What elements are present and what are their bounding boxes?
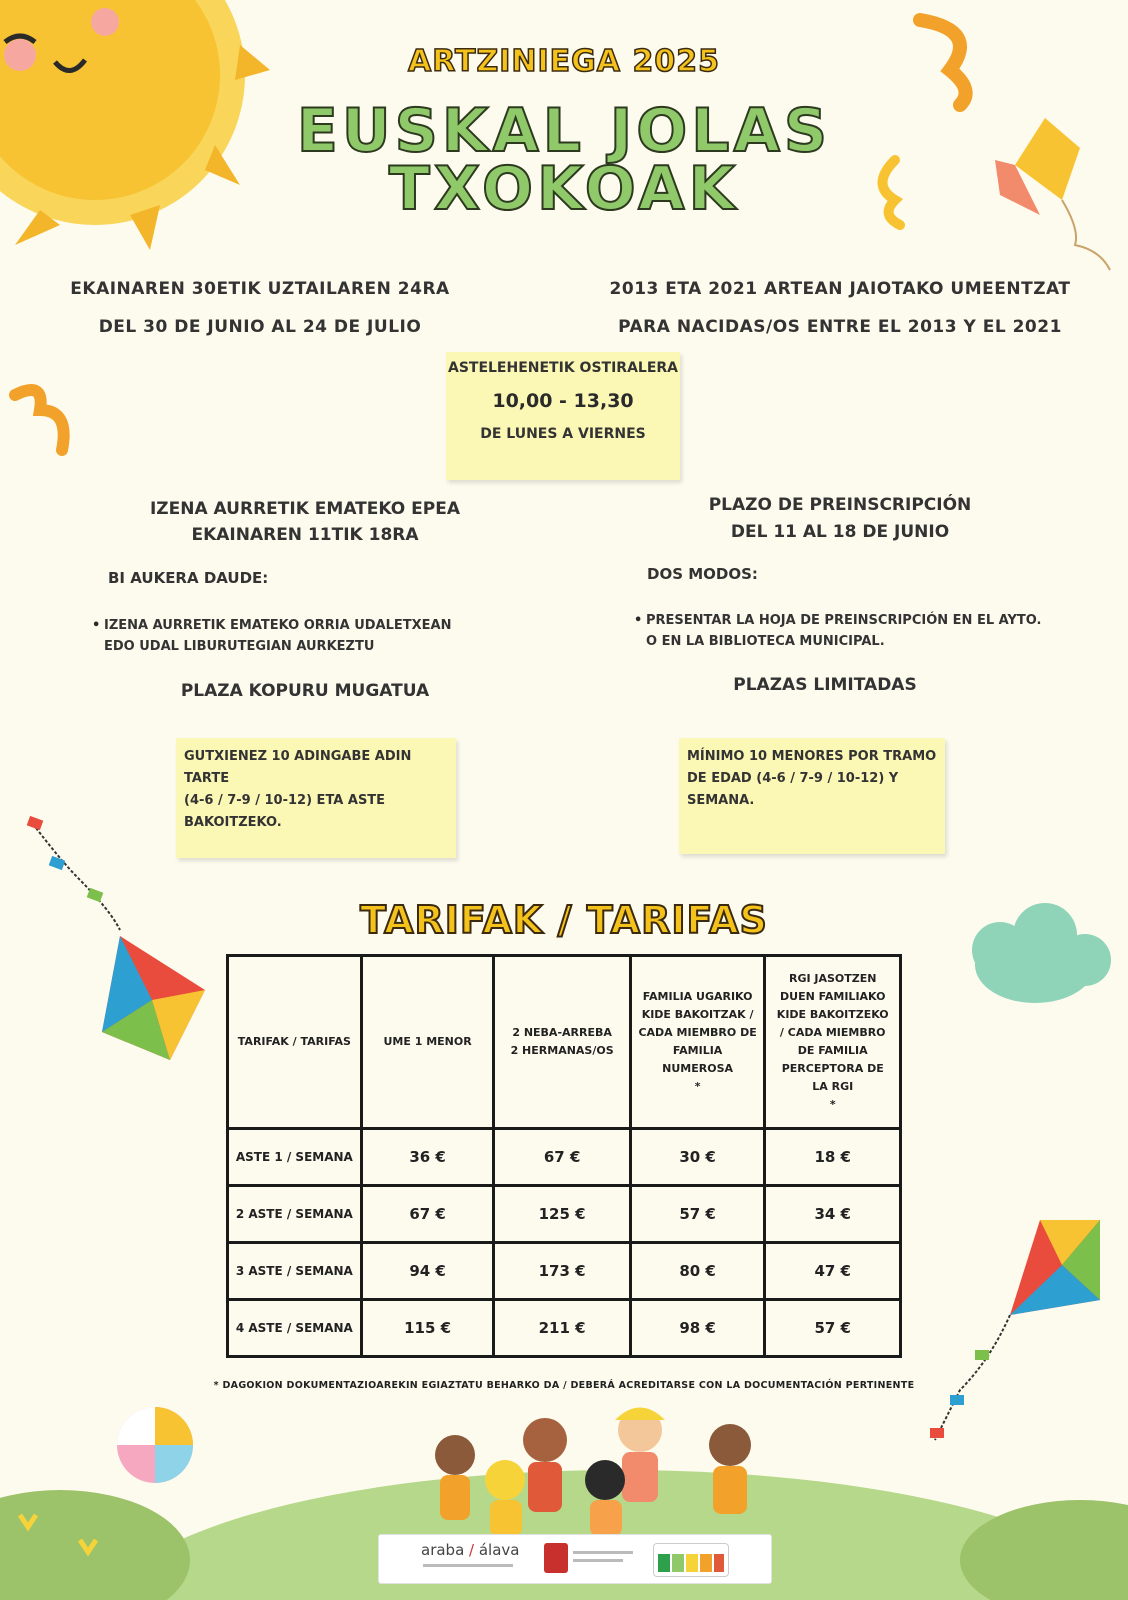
price-cell: 173 € <box>494 1243 630 1300</box>
header-rgi-l4: / CADA MIEMBRO <box>779 1026 886 1039</box>
header-siblings <box>494 956 630 1129</box>
price-cell: 211 € <box>494 1300 630 1357</box>
header-tarifs: TARIFAK / TARIFAS <box>228 956 362 1129</box>
header-rgi-l3: KIDE BAKOITZEKO <box>776 1008 889 1021</box>
header-siblings-l1: 2 NEBA-ARREBA <box>512 1026 612 1039</box>
prereg-es-bullet-1: PRESENTAR LA HOJA DE PREINSCRIPCIÓN EN EL AYTO. <box>646 613 1042 628</box>
prereg-eu-bullet-2: EDO UDAL LIBURUTEGIAN AURKEZTU <box>104 639 375 654</box>
header-rgi-l8: * <box>829 1098 836 1111</box>
header-rgi-l2: DUEN FAMILIAKO <box>780 990 886 1003</box>
price-cell: 18 € <box>765 1129 901 1186</box>
prereg-es-title-1: PLAZO DE PREINSCRIPCIÓN <box>708 495 972 515</box>
minimum-note-eu <box>176 738 456 858</box>
coat-of-arms-icon <box>544 1543 568 1573</box>
price-cell: 67 € <box>494 1129 630 1186</box>
price-cell: 125 € <box>494 1186 630 1243</box>
tarifs-table <box>226 954 902 1358</box>
minimum-eu-line-3: BAKOITZEKO. <box>184 815 282 830</box>
logo-subtitle-bar <box>423 1564 513 1567</box>
header-rgi-l6: PERCEPTORA DE <box>781 1062 884 1075</box>
minimum-es-line-1: MÍNIMO 10 MENORES POR TRAMO <box>687 749 937 764</box>
kite-icon <box>930 1220 1100 1440</box>
label-bar-icon <box>672 1554 684 1572</box>
header-large-family-l4: FAMILIA <box>672 1044 723 1057</box>
header-large-family-l5: NUMEROSA <box>662 1062 734 1075</box>
prereg-es-title-2: DEL 11 AL 18 DE JUNIO <box>730 522 950 542</box>
page-title-line2: TXOKOAK <box>388 154 740 224</box>
header-rgi-l7: LA RGI <box>812 1080 854 1093</box>
beach-ball-icon <box>117 1407 193 1483</box>
header-large-family-l6: * <box>694 1080 701 1093</box>
logo-subtitle-bar <box>573 1559 623 1562</box>
ages-eu: 2013 ETA 2021 ARTEAN JAIOTAKO UMEENTZAT <box>609 279 1071 299</box>
logo-subtitle-bar <box>573 1551 633 1554</box>
price-cell: 57 € <box>765 1300 901 1357</box>
schedule-days-eu: ASTELEHENETIK OSTIRALERA <box>447 360 678 376</box>
prereg-es-modes: DOS MODOS: <box>647 565 758 583</box>
schedule-note <box>446 352 680 480</box>
euskara-label-icon <box>653 1543 729 1577</box>
araba-logo: araba / álava <box>421 1541 520 1559</box>
minimum-eu-line-1: GUTXIENEZ 10 ADINGABE ADIN TARTE <box>184 749 412 786</box>
minimum-es-line-3: SEMANA. <box>687 793 755 808</box>
price-cell: 115 € <box>361 1300 494 1357</box>
header-large-family-l2: KIDE BAKOITZAK / <box>641 1008 754 1021</box>
label-bar-icon <box>686 1554 698 1572</box>
price-cell: 98 € <box>630 1300 765 1357</box>
dates-eu: EKAINAREN 30ETIK UZTAILAREN 24RA <box>70 279 450 299</box>
row-label: 4 ASTE / SEMANA <box>228 1300 362 1357</box>
label-bar-icon <box>700 1554 712 1572</box>
footnote: * DAGOKION DOKUMENTAZIOAREKIN EGIAZTATU BEHARKO DA / DEBERÁ ACREDITARSE CON LA DOCUMENTACIÓN PERTINENTE <box>213 1380 915 1391</box>
ages-es: PARA NACIDAS/OS ENTRE EL 2013 Y EL 2021 <box>618 317 1062 337</box>
minimum-es-line-2: DE EDAD (4-6 / 7-9 / 10-12) Y <box>687 771 899 786</box>
label-bar-icon <box>714 1554 724 1572</box>
sponsor-logos <box>378 1534 772 1584</box>
price-cell: 36 € <box>361 1129 494 1186</box>
price-cell: 30 € <box>630 1129 765 1186</box>
dates-es: DEL 30 DE JUNIO AL 24 DE JULIO <box>98 317 422 337</box>
header-rgi <box>765 956 901 1129</box>
araba-logo-text: araba <box>421 1541 465 1559</box>
tarifs-title: TARIFAK / TARIFAS <box>360 898 768 942</box>
prereg-eu-title-1: IZENA AURRETIK EMATEKO EPEA <box>149 499 460 519</box>
price-cell: 67 € <box>361 1186 494 1243</box>
page-title-line1: EUSKAL JOLAS <box>296 96 832 166</box>
price-cell: 57 € <box>630 1186 765 1243</box>
price-cell: 34 € <box>765 1186 901 1243</box>
prereg-es-bullet-2: O EN LA BIBLIOTECA MUNICIPAL. <box>646 634 885 649</box>
prereg-eu-title-2: EKAINAREN 11TIK 18RA <box>191 525 419 545</box>
row-label: 3 ASTE / SEMANA <box>228 1243 362 1300</box>
schedule-days-es: DE LUNES A VIERNES <box>480 426 646 442</box>
prereg-eu-bullet-1: IZENA AURRETIK EMATEKO ORRIA UDALETXEAN <box>104 618 452 633</box>
price-cell: 94 € <box>361 1243 494 1300</box>
header-one-child: UME 1 MENOR <box>361 956 494 1129</box>
table-row <box>228 1129 901 1186</box>
minimum-eu-line-2: (4-6 / 7-9 / 10-12) ETA ASTE <box>184 793 386 808</box>
price-cell: 80 € <box>630 1243 765 1300</box>
header-siblings-l2: 2 HERMANAS/OS <box>510 1044 614 1057</box>
minimum-note-es <box>679 738 945 854</box>
label-bar-icon <box>658 1554 670 1572</box>
table-row <box>228 1243 901 1300</box>
table-header-row <box>228 956 901 1129</box>
prereg-eu-modes: BI AUKERA DAUDE: <box>108 569 269 587</box>
table-row <box>228 1186 901 1243</box>
row-label: ASTE 1 / SEMANA <box>228 1129 362 1186</box>
header-large-family-l1: FAMILIA UGARIKO <box>642 990 753 1003</box>
alava-logo-text: álava <box>478 1541 520 1559</box>
price-cell: 47 € <box>765 1243 901 1300</box>
prereg-eu-limited: PLAZA KOPURU MUGATUA <box>180 681 430 701</box>
bullet-dot: • <box>92 618 101 633</box>
event-label: ARTZINIEGA 2025 <box>408 44 720 79</box>
prereg-es-limited: PLAZAS LIMITADAS <box>733 675 917 695</box>
header-large-family <box>630 956 765 1129</box>
header-rgi-l5: DE FAMILIA <box>797 1044 868 1057</box>
row-label: 2 ASTE / SEMANA <box>228 1186 362 1243</box>
header-rgi-l1: RGI JASOTZEN <box>788 972 877 985</box>
bullet-dot: • <box>634 613 643 628</box>
schedule-hours: 10,00 - 13,30 <box>492 390 634 412</box>
table-row <box>228 1300 901 1357</box>
header-large-family-l3: CADA MIEMBRO DE <box>638 1026 757 1039</box>
